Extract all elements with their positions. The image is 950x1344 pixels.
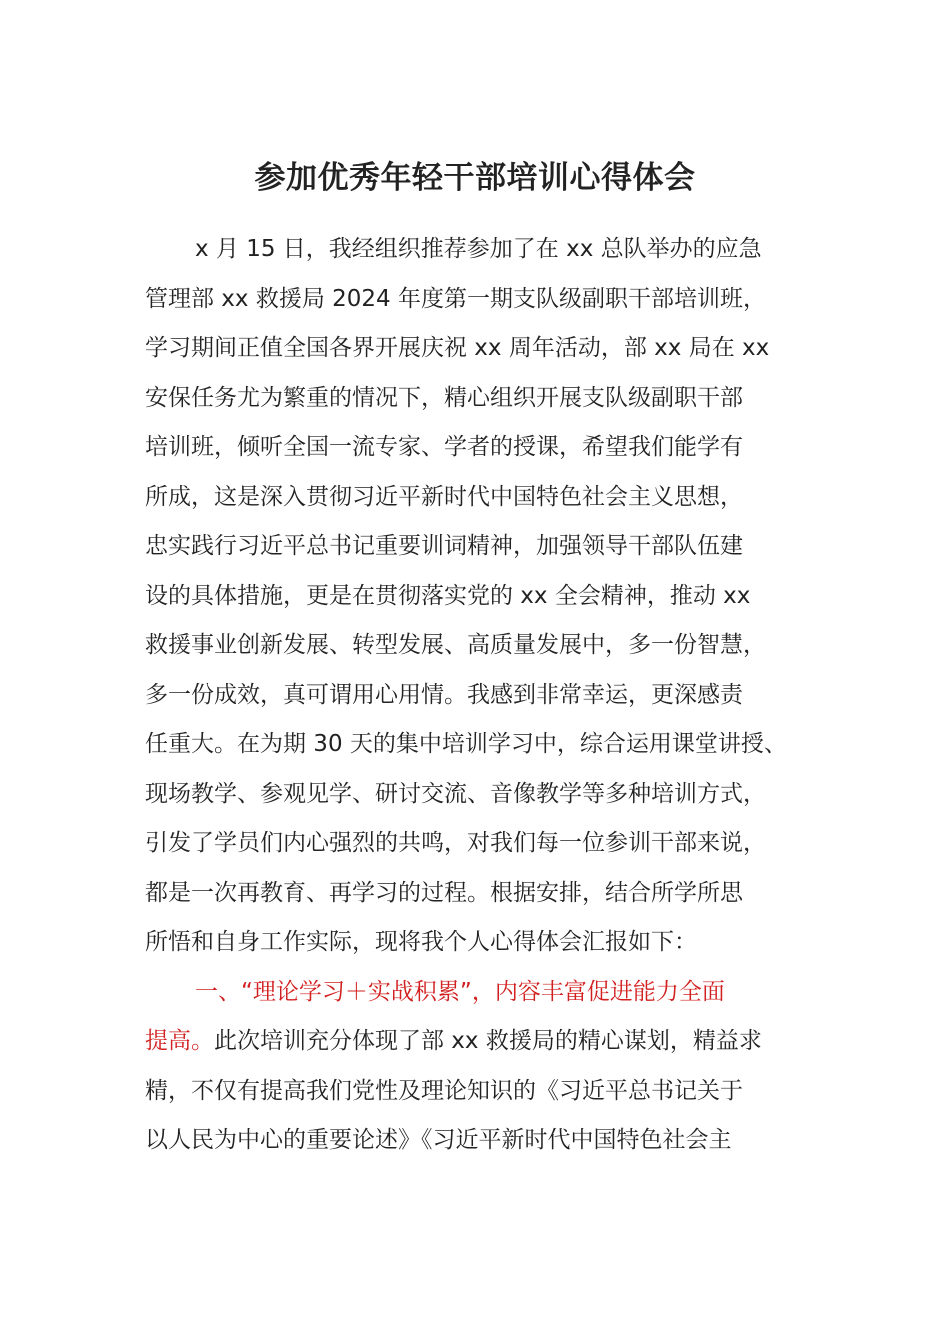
paragraph-line: 安保任务尤为繁重的情况下，精心组织开展支队级副职干部 bbox=[145, 384, 743, 411]
section-paragraph-start: 此次培训充分体现了部 xx 救援局的精心谋划，精益求 bbox=[214, 1028, 762, 1054]
paragraph-line: 救援事业创新发展、转型发展、高质量发展中，多一份智慧， bbox=[145, 632, 766, 658]
document-title: 参加优秀年轻干部培训心得体会 bbox=[254, 160, 696, 196]
paragraph-line: 引发了学员们内心强烈的共鸣，对我们每一位参训干部来说， bbox=[145, 830, 766, 856]
paragraph-line: x 月 15 日，我经组织推荐参加了在 xx 总队举办的应急 bbox=[195, 236, 762, 262]
paragraph-line: 多一份成效，真可谓用心用情。我感到非常幸运，更深感责 bbox=[145, 681, 743, 708]
section-heading: 一、“理论学习＋实战积累”，内容丰富促进能力全面 bbox=[195, 978, 725, 1005]
paragraph-line: 任重大。在为期 30 天的集中培训学习中，综合运用课堂讲授、 bbox=[145, 731, 787, 757]
paragraph-line: 精，不仅有提高我们党性及理论知识的《习近平总书记关于 bbox=[145, 1077, 743, 1104]
section-heading-tail: 提高。 bbox=[145, 1028, 214, 1054]
paragraph-line: 忠实践行习近平总书记重要训词精神，加强领导干部队伍建 bbox=[145, 533, 743, 559]
paragraph-line: 设的具体措施，更是在贯彻落实党的 xx 全会精神，推动 xx bbox=[145, 582, 751, 609]
section-heading-continuation bbox=[145, 1017, 825, 1067]
paragraph-line: 学习期间正值全国各界开展庆祝 xx 周年活动，部 xx 局在 xx bbox=[145, 335, 770, 361]
paragraph-line: 所悟和自身工作实际，现将我个人心得体会汇报如下： bbox=[145, 929, 697, 955]
paragraph-line: 所成，这是深入贯彻习近平新时代中国特色社会主义思想， bbox=[145, 483, 743, 510]
paragraph-line: 培训班，倾听全国一流专家、学者的授课，希望我们能学有 bbox=[145, 434, 743, 460]
document-body bbox=[145, 225, 825, 1166]
paragraph-line: 现场教学、参观见学、研讨交流、音像教学等多种培训方式， bbox=[145, 780, 766, 807]
paragraph-line: 都是一次再教育、再学习的过程。根据安排，结合所学所思 bbox=[145, 879, 743, 906]
paragraph-line: 管理部 xx 救援局 2024 年度第一期支队级副职干部培训班， bbox=[145, 285, 766, 312]
paragraph-line: 以人民为中心的重要论述》《习近平新时代中国特色社会主 bbox=[145, 1127, 732, 1153]
